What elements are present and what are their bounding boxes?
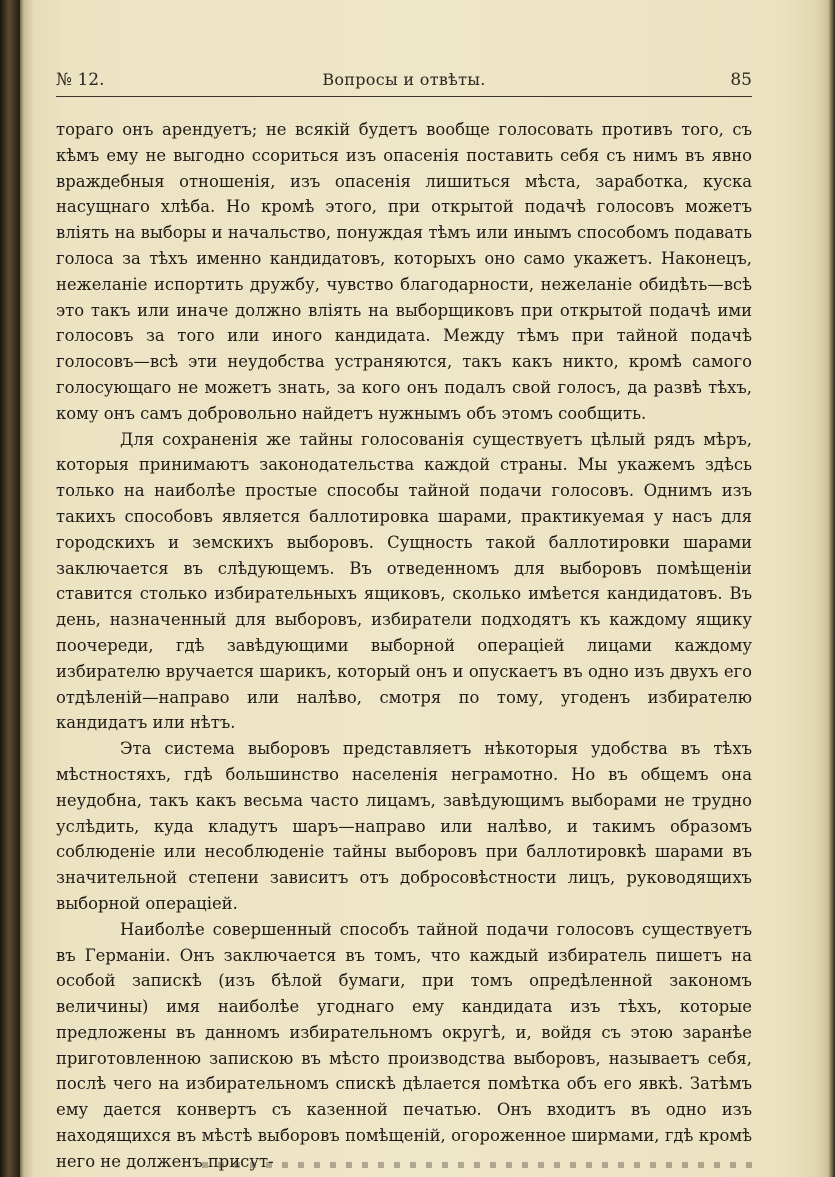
header-title: Вопросы и отвѣты. (322, 70, 486, 89)
paragraph: Для сохраненія же тайны голосованія существуетъ цѣлый рядъ мѣръ, которыя принимаютъ законодательства каждой страны. Мы укажемъ здѣсь только на наиболѣе простые способы тайной подачи голосовъ. Однимъ изъ такихъ способовъ является баллотировка шарами, практикуемая у насъ для городскихъ и земскихъ выборовъ. Сущность такой баллотировки шарами заключается въ слѣдующемъ. Въ отведенномъ для выборовъ помѣщеніи ставится столько избирательныхъ ящиковъ, сколько имѣется кандидатовъ. Въ день, назначенный для выборовъ, избиратели подходятъ къ каждому ящику поочереди, гдѣ завѣдующими выборной операціей лицами каждому избирателю вручается шарикъ, который онъ и опускаетъ въ одно изъ двухъ его отдѣленій—направо или налѣво, смотря по тому, угоденъ избирателю кандидатъ или нѣтъ. (56, 429, 752, 733)
issue-number: № 12. (56, 70, 105, 90)
paragraph: Наиболѣе совершенный способъ тайной подачи голосовъ существуетъ въ Германіи. Онъ заключается въ томъ, что каждый избиратель пишетъ на особой запискѣ (изъ бѣлой бумаги, при томъ опредѣленной закономъ величины) имя наиболѣе угоднаго ему кандидата изъ тѣхъ, которые предложены въ данномъ избирательномъ округѣ, и, войдя съ этою заранѣе приготовленною запискою въ мѣсто производства выборовъ, называетъ себя, послѣ чего на избирательномъ спискѣ дѣлается помѣтка объ его явкѣ. Затѣмъ ему дается конвертъ съ казенной печатью. Онъ входитъ въ одно изъ находящихся въ мѣстѣ выборовъ помѣщеній, огороженное ширмами, гдѣ кромѣ него не долженъ присут- (56, 919, 752, 1171)
page-bottom-marks (202, 1162, 762, 1168)
body-text (56, 117, 752, 1175)
book-page (22, 0, 822, 1177)
page-number: 85 (730, 70, 752, 90)
running-header (56, 70, 752, 96)
paragraph: Эта система выборовъ представляетъ нѣкоторыя удобства въ тѣхъ мѣстностяхъ, гдѣ большинство населенія неграмотно. Но въ общемъ она неудобна, такъ какъ весьма часто лицамъ, завѣдующимъ выборами не трудно услѣдить, куда кладутъ шаръ—направо или налѣво, и такимъ образомъ соблюденіе или несоблюденіе тайны выборовъ при баллотировкѣ шарами въ значительной степени зависитъ отъ добросовѣстности лицъ, руководящихъ выборной операціей. (56, 739, 752, 913)
paragraph: тораго онъ арендуетъ; не всякій будетъ вообще голосовать противъ того, съ кѣмъ ему не выгодно ссориться изъ опасенія поставить себя съ нимъ въ явно враждебныя отношенія, изъ опасенія лишиться мѣста, заработка, куска насущнаго хлѣба. Но кромѣ этого, при открытой подачѣ голосовъ можетъ вліять на выборы и начальство, понуждая тѣмъ или инымъ способомъ подавать голоса за тѣхъ именно кандидатовъ, которыхъ оно само укажетъ. Наконецъ, нежеланіе испортить дружбу, чувство благодарности, нежеланіе обидѣть—всѣ это такъ или иначе должно вліять на выборщиковъ при открытой подачѣ ими голосовъ за того или иного кандидата. Между тѣмъ при тайной подачѣ голосовъ—всѣ эти неудобства устраняются, такъ какъ никто, кромѣ самого голосующаго не можетъ знать, за кого онъ подалъ свой голосъ, да развѣ тѣхъ, кому онъ самъ добровольно найдетъ нужнымъ объ этомъ сообщить. (56, 120, 752, 423)
binding-edge (0, 0, 20, 1177)
header-rule (56, 96, 752, 97)
